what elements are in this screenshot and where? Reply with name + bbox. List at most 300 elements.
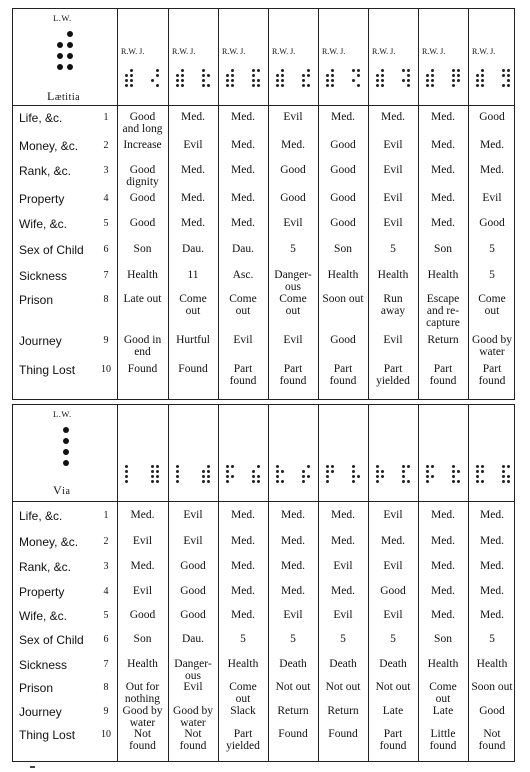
table-cell: Evil <box>383 192 403 204</box>
compound-figure-dot <box>207 465 210 468</box>
compound-figure-dot <box>431 84 434 87</box>
table-cell: Med. <box>480 509 504 521</box>
compound-figure-dot <box>226 475 229 478</box>
compound-figure-dot <box>407 74 410 77</box>
row-label: Life, &c. <box>19 509 63 523</box>
compound-figure-dot <box>381 69 384 72</box>
table-cell: Come out <box>229 681 257 705</box>
table-cell: Med. <box>231 585 255 597</box>
table-cell: Evil <box>333 609 353 621</box>
table-cell: Part found <box>429 363 457 387</box>
table-cell: Evil <box>383 334 403 346</box>
table-cell: Dau. <box>181 243 205 255</box>
row-number: 5 <box>103 218 109 229</box>
table-cell: Med. <box>231 535 255 547</box>
row-label: Prison <box>19 293 54 307</box>
compound-figure-dot <box>181 79 184 82</box>
compound-figure-dot <box>125 480 128 483</box>
compound-figure-dot <box>476 74 479 77</box>
table-cell: Health <box>427 658 459 670</box>
table-cell: Evil <box>183 139 203 151</box>
compound-figure-dot <box>307 475 310 478</box>
table-cell: Good <box>380 585 406 597</box>
compound-figure-dot <box>376 470 379 473</box>
table-cell: 5 <box>489 633 495 645</box>
row-number: 4 <box>103 193 109 204</box>
compound-figure-dot <box>202 69 205 72</box>
table-cell: Med. <box>281 535 305 547</box>
compound-figure-dot <box>156 74 159 77</box>
compound-figure-dot <box>452 74 455 77</box>
compound-figure-dot <box>481 470 484 473</box>
column-header-rw-j: R.W. J. <box>272 47 296 56</box>
compound-figure-dot <box>202 470 205 473</box>
compound-figure-dot <box>276 74 279 77</box>
compound-figure-dot <box>257 79 260 82</box>
table-cell: Death <box>379 658 407 670</box>
table-cell: Med. <box>281 560 305 572</box>
column-header-rw-j: R.W. J. <box>372 47 396 56</box>
table-cell: Dau. <box>181 633 205 645</box>
compound-figure-dot <box>457 480 460 483</box>
table-cell: Evil <box>283 334 303 346</box>
compound-figure-dot <box>181 69 184 72</box>
compound-figure-dot <box>376 480 379 483</box>
compound-figure-dot <box>326 470 329 473</box>
table-cell: Med. <box>480 609 504 621</box>
compound-figure-dot <box>476 475 479 478</box>
table-cell: Good in end <box>123 334 162 358</box>
compound-figure-dot <box>407 84 410 87</box>
via-table <box>12 404 515 762</box>
row-number: 2 <box>103 140 109 151</box>
figure-dot <box>63 449 69 455</box>
table-cell: Little found <box>429 728 457 752</box>
table-cell: Med. <box>431 164 455 176</box>
row-label: Wife, &c. <box>19 609 68 623</box>
compound-figure-dot <box>481 480 484 483</box>
compound-figure-dot <box>231 69 234 72</box>
compound-figure-dot <box>276 470 279 473</box>
table-cell: Evil <box>383 509 403 521</box>
compound-figure-dot <box>352 475 355 478</box>
table-cell: Med. <box>181 164 205 176</box>
compound-figure-dot <box>452 79 455 82</box>
compound-figure-dot <box>502 74 505 77</box>
table-cell: Good <box>330 192 356 204</box>
compound-figure-dot <box>426 74 429 77</box>
figure-dot <box>67 53 73 59</box>
compound-figure-dot <box>381 470 384 473</box>
table-cell: Health <box>427 269 459 281</box>
compound-figure-dot <box>476 84 479 87</box>
figure-dot <box>57 42 63 48</box>
compound-figure-dot <box>457 74 460 77</box>
compound-figure-dot <box>130 74 133 77</box>
table-cell: Med. <box>480 560 504 572</box>
table-cell: Not out <box>375 681 411 693</box>
compound-figure-dot <box>226 74 229 77</box>
compound-figure-dot <box>207 470 210 473</box>
compound-figure-dot <box>181 74 184 77</box>
row-number: 10 <box>101 364 111 375</box>
table-cell: Med. <box>281 139 305 151</box>
compound-figure-dot <box>507 69 510 72</box>
compound-figure-dot <box>402 470 405 473</box>
table-cell: Good by water <box>173 705 213 729</box>
table-cell: Good <box>330 139 356 151</box>
compound-figure-dot <box>226 79 229 82</box>
compound-figure-dot <box>125 79 128 82</box>
table-cell: Death <box>279 658 307 670</box>
compound-figure-dot <box>257 84 260 87</box>
compound-figure-dot <box>502 69 505 72</box>
compound-figure-dot <box>281 84 284 87</box>
table-cell: Evil <box>283 217 303 229</box>
table-cell: Med. <box>431 535 455 547</box>
compound-figure-dot <box>252 470 255 473</box>
table-cell: Med. <box>181 217 205 229</box>
compound-figure-dot <box>276 465 279 468</box>
column-header-rw-j: R.W. J. <box>222 47 246 56</box>
compound-figure-dot <box>476 480 479 483</box>
table-cell: 11 <box>187 269 199 281</box>
table-cell: Evil <box>183 535 203 547</box>
compound-figure-dot <box>130 84 133 87</box>
compound-figure-dot <box>252 84 255 87</box>
table-cell: Med. <box>231 111 255 123</box>
row-number: 1 <box>103 112 109 123</box>
row-label: Sickness <box>19 269 68 283</box>
row-label: Wife, &c. <box>19 217 68 231</box>
figure-dot <box>63 427 69 433</box>
compound-figure-dot <box>357 84 360 87</box>
compound-figure-dot <box>426 475 429 478</box>
compound-figure-dot <box>326 475 329 478</box>
compound-figure-dot <box>402 475 405 478</box>
row-number: 10 <box>101 729 111 740</box>
table-cell: Come out <box>279 293 307 317</box>
row-label: Life, &c. <box>19 111 63 125</box>
compound-figure-dot <box>507 74 510 77</box>
table-cell: Good <box>280 164 306 176</box>
row-number: 3 <box>103 561 109 572</box>
table-cell: Part found <box>478 363 506 387</box>
compound-figure-dot <box>252 475 255 478</box>
row-number: 8 <box>103 682 109 693</box>
compound-figure-dot <box>426 470 429 473</box>
figure-dot <box>67 31 73 37</box>
compound-figure-dot <box>452 69 455 72</box>
table-cell: Med. <box>480 164 504 176</box>
compound-figure-dot <box>476 465 479 468</box>
row-label: Sex of Child <box>19 633 84 647</box>
compound-figure-dot <box>226 480 229 483</box>
table-cell: Evil <box>383 560 403 572</box>
compound-figure-dot <box>381 84 384 87</box>
compound-figure-dot <box>252 79 255 82</box>
compound-figure-dot <box>481 84 484 87</box>
table-cell: Good <box>180 560 206 572</box>
table-cell: Slack <box>230 705 256 717</box>
table-cell: Increase <box>123 139 162 151</box>
compound-figure-dot <box>202 480 205 483</box>
table-cell: Evil <box>383 139 403 151</box>
table-cell: Med. <box>480 585 504 597</box>
compound-figure-dot <box>156 470 159 473</box>
compound-figure-dot <box>352 465 355 468</box>
compound-figure-dot <box>202 74 205 77</box>
table-cell: Good <box>330 217 356 229</box>
table-cell: Good <box>129 217 156 229</box>
table-cell: Danger- ous <box>174 658 212 682</box>
table-cell: Come out <box>429 681 457 705</box>
compound-figure-dot <box>151 470 154 473</box>
compound-figure-dot <box>252 74 255 77</box>
compound-figure-dot <box>426 465 429 468</box>
table-cell: Late out <box>123 293 162 305</box>
table-cell: Evil <box>233 334 253 346</box>
table-cell: Good <box>129 192 156 204</box>
compound-figure-dot <box>176 470 179 473</box>
row-label: Rank, &c. <box>19 164 72 178</box>
compound-figure-dot <box>257 475 260 478</box>
compound-figure-dot <box>331 74 334 77</box>
compound-figure-dot <box>507 475 510 478</box>
table-cell: Med. <box>431 139 455 151</box>
compound-figure-dot <box>156 69 159 72</box>
table-cell: Med. <box>431 560 455 572</box>
table-cell: Come out <box>229 293 257 317</box>
compound-figure-dot <box>502 475 505 478</box>
table-cell: Son <box>434 243 452 255</box>
compound-figure-dot <box>125 84 128 87</box>
table-cell: Part found <box>379 728 407 752</box>
figure-dot <box>67 64 73 70</box>
table-cell: Med. <box>331 535 355 547</box>
compound-figure-dot <box>376 465 379 468</box>
compound-figure-dot <box>176 465 179 468</box>
compound-figure-dot <box>156 480 159 483</box>
table-cell: Not found <box>179 728 207 752</box>
compound-figure-dot <box>426 480 429 483</box>
row-label: Thing Lost <box>19 728 76 742</box>
table-cell: Med. <box>231 609 255 621</box>
compound-figure-dot <box>481 74 484 77</box>
table-cell: Good <box>330 334 356 346</box>
compound-figure-dot <box>426 79 429 82</box>
table-cell: Health <box>377 269 409 281</box>
row-label: Sex of Child <box>19 243 84 257</box>
table-cell: Med. <box>331 585 355 597</box>
table-cell: Med. <box>480 139 504 151</box>
compound-figure-dot <box>502 465 505 468</box>
table-cell: 5 <box>240 633 246 645</box>
compound-figure-dot <box>151 480 154 483</box>
table-cell: Evil <box>333 560 353 572</box>
table-cell: Good <box>180 609 206 621</box>
row-label: Money, &c. <box>19 139 79 153</box>
table-cell: Med. <box>431 111 455 123</box>
compound-figure-dot <box>481 465 484 468</box>
compound-figure-dot <box>257 465 260 468</box>
figure-name: Lætitia <box>47 89 81 103</box>
lw-label: L.W. <box>53 13 72 23</box>
table-cell: Med. <box>480 535 504 547</box>
column-header-rw-j: R.W. J. <box>322 47 346 56</box>
compound-figure-dot <box>181 84 184 87</box>
compound-figure-dot <box>226 84 229 87</box>
table-cell: Evil <box>283 609 303 621</box>
table-cell: Found <box>178 363 208 375</box>
table-cell: Evil <box>132 535 153 547</box>
compound-figure-dot <box>326 74 329 77</box>
compound-figure-dot <box>326 84 329 87</box>
compound-figure-dot <box>202 79 205 82</box>
compound-figure-dot <box>307 465 310 468</box>
table-cell: Evil <box>183 681 203 693</box>
compound-figure-dot <box>357 475 360 478</box>
compound-figure-dot <box>257 69 260 72</box>
compound-figure-dot <box>502 470 505 473</box>
table-cell: Good <box>479 111 505 123</box>
compound-figure-dot <box>407 69 410 72</box>
compound-figure-dot <box>381 475 384 478</box>
table-cell: Return <box>327 705 359 717</box>
row-label: Prison <box>19 681 54 695</box>
table-cell: Part found <box>229 363 257 387</box>
compound-figure-dot <box>151 475 154 478</box>
compound-figure-dot <box>376 74 379 77</box>
compound-figure-dot <box>452 475 455 478</box>
figure-dot <box>67 42 73 48</box>
compound-figure-dot <box>302 470 305 473</box>
compound-figure-dot <box>431 465 434 468</box>
table-cell: Not found <box>129 728 156 752</box>
compound-figure-dot <box>457 79 460 82</box>
compound-figure-dot <box>331 470 334 473</box>
table-cell: Evil <box>183 509 203 521</box>
column-header-rw-j: R.W. J. <box>422 47 446 56</box>
table-cell: 5 <box>290 633 296 645</box>
table-cell: 5 <box>489 243 495 255</box>
compound-figure-dot <box>381 74 384 77</box>
compound-figure-dot <box>231 74 234 77</box>
compound-figure-dot <box>202 475 205 478</box>
table-cell: 5 <box>390 633 396 645</box>
compound-figure-dot <box>331 79 334 82</box>
table-cell: Med. <box>231 192 255 204</box>
compound-figure-dot <box>176 74 179 77</box>
compound-figure-dot <box>431 69 434 72</box>
row-number: 9 <box>103 335 109 346</box>
table-cell: Run away <box>380 293 406 317</box>
row-label: Thing Lost <box>19 363 76 377</box>
compound-figure-dot <box>481 69 484 72</box>
compound-figure-dot <box>457 470 460 473</box>
compound-figure-dot <box>207 74 210 77</box>
compound-figure-dot <box>130 69 133 72</box>
compound-figure-dot <box>130 79 133 82</box>
table-cell: Good <box>180 585 206 597</box>
table-cell: Son <box>334 243 352 255</box>
table-cell: Evil <box>283 111 303 123</box>
table-cell: Evil <box>383 217 403 229</box>
compound-figure-dot <box>276 79 279 82</box>
compound-figure-dot <box>207 480 210 483</box>
row-number: 5 <box>103 610 109 621</box>
row-label: Journey <box>19 705 62 719</box>
laetitia-table <box>12 8 515 400</box>
compound-figure-dot <box>125 465 128 468</box>
table-cell: Dau. <box>231 243 255 255</box>
compound-figure-dot <box>402 69 405 72</box>
compound-figure-dot <box>281 79 284 82</box>
compound-figure-dot <box>481 79 484 82</box>
compound-figure-dot <box>326 465 329 468</box>
table-cell: Death <box>329 658 357 670</box>
table-cell: Found <box>278 728 308 740</box>
table-cell: Late <box>432 705 454 717</box>
figure-dot <box>63 460 69 466</box>
row-number: 4 <box>103 586 109 597</box>
row-label: Money, &c. <box>19 535 79 549</box>
compound-figure-dot <box>402 480 405 483</box>
table-cell: Part found <box>329 363 357 387</box>
table-cell: Health <box>127 269 158 281</box>
row-number: 3 <box>103 165 109 176</box>
compound-figure-dot <box>207 84 210 87</box>
compound-figure-dot <box>302 480 305 483</box>
compound-figure-dot <box>252 69 255 72</box>
table-cell: Health <box>476 658 508 670</box>
compound-figure-dot <box>281 480 284 483</box>
compound-figure-dot <box>202 84 205 87</box>
table-cell: Found <box>127 363 158 375</box>
compound-figure-dot <box>281 69 284 72</box>
column-header-rw-j: R.W. J. <box>172 47 196 56</box>
compound-figure-dot <box>402 79 405 82</box>
table-cell: Out for nothing <box>124 681 161 705</box>
compound-figure-dot <box>125 475 128 478</box>
figure-dot <box>57 53 63 59</box>
table-cell: Med. <box>281 585 305 597</box>
compound-figure-dot <box>357 74 360 77</box>
row-label: Rank, &c. <box>19 560 72 574</box>
row-label: Property <box>19 585 65 599</box>
compound-figure-dot <box>302 74 305 77</box>
table-cell: Med. <box>231 560 255 572</box>
row-number: 9 <box>103 706 109 717</box>
table-cell: Evil <box>482 192 502 204</box>
table-cell: Good by water <box>122 705 163 729</box>
compound-figure-dot <box>507 465 510 468</box>
compound-figure-dot <box>151 79 154 82</box>
compound-figure-dot <box>231 79 234 82</box>
table-cell: Good dignity <box>126 164 159 188</box>
compound-figure-dot <box>452 84 455 87</box>
compound-figure-dot <box>156 475 159 478</box>
compound-figure-dot <box>281 74 284 77</box>
table-cell: Med. <box>231 509 255 521</box>
compound-figure-dot <box>176 480 179 483</box>
table-cell: Med. <box>181 192 205 204</box>
row-number: 2 <box>103 536 109 547</box>
compound-figure-dot <box>331 69 334 72</box>
table-cell: Return <box>277 705 309 717</box>
compound-figure-dot <box>176 475 179 478</box>
table-cell: Med. <box>431 217 455 229</box>
